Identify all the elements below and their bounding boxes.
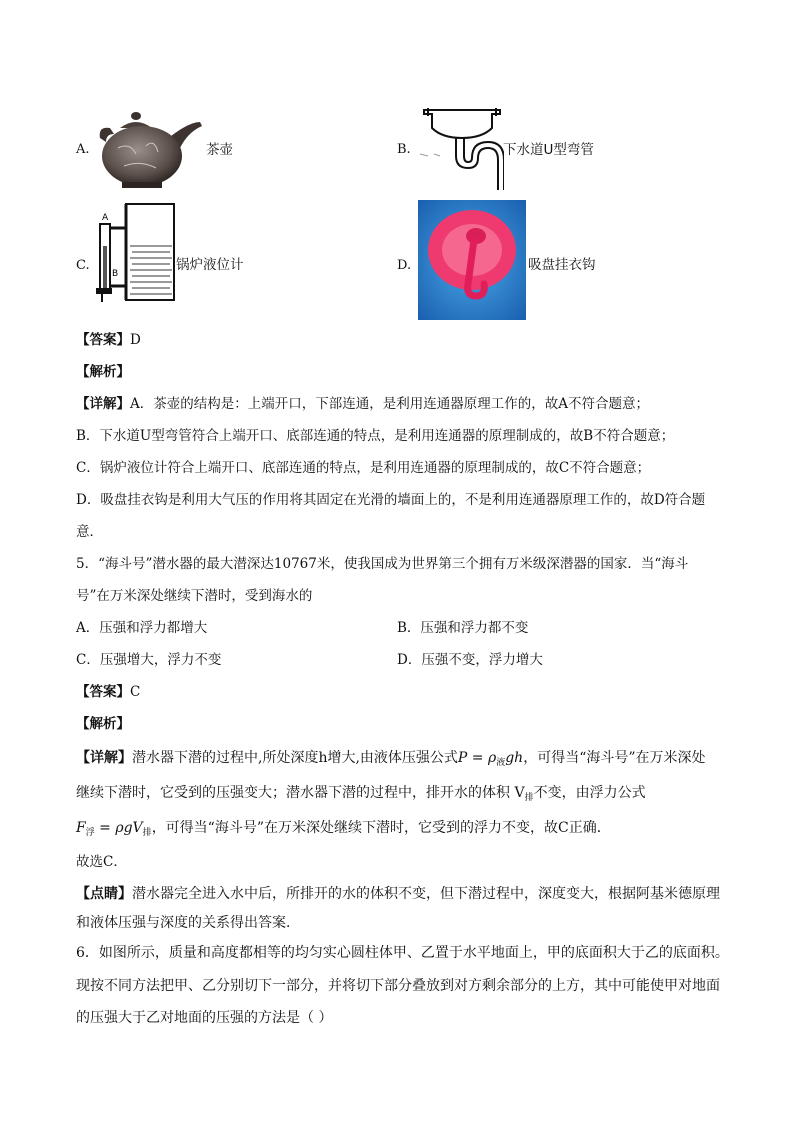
q6-stem-line-2: 现按不同方法把甲、乙分别切下一部分，并将切下部分叠放到对方剩余部分的上方，其中可能使甲对地面 (76, 978, 720, 994)
q5-option-d (397, 651, 543, 669)
q6-stem-line-3: 的压强大于乙对地面的压强的方法是（ ） (76, 1010, 333, 1026)
pressure-formula (458, 750, 523, 766)
comment-tag: 【点睛】 (76, 886, 132, 902)
option-c-caption: 锅炉液位计 (176, 257, 244, 273)
formula-part: = ρgV (94, 820, 143, 836)
option-letter: B． (397, 620, 421, 636)
q5-option-a (76, 619, 207, 637)
q5-analysis-tag (76, 715, 130, 733)
q5-comment-line-2: 和液体压强与深度的关系得出答案． (76, 915, 300, 931)
option-b-caption: 下水道U型弯管 (503, 142, 594, 158)
q5-stem-line-2: 号”在万米深处继续下潜时，受到海水的 (76, 588, 313, 604)
option-letter: D． (397, 652, 422, 668)
detail-text: A．茶壶的结构是：上端开口，下部连通，是利用连通器原理工作的，故A不符合题意； (130, 396, 649, 412)
analysis-tag: 【解析】 (76, 716, 130, 732)
option-a-caption: 茶壶 (206, 142, 233, 158)
teapot-figure (96, 108, 208, 192)
detail-text: ，可得当“海斗号”在万米深处 (523, 750, 706, 766)
option-letter: A． (76, 620, 100, 636)
answer-tag: 【答案】 (76, 332, 130, 348)
option-text: 压强和浮力都不变 (420, 620, 529, 636)
u-pipe-figure (420, 104, 504, 192)
formula-subscript: 液 (496, 758, 506, 768)
comment-text: 潜水器完全进入水中后，所排开的水的体积不变，但下潜过程中，深度变大，根据阿基米德原理 (132, 886, 720, 902)
q5-comment-line-1 (76, 885, 720, 903)
q5-detail-line-3 (76, 819, 611, 842)
detail-text: 潜水器下潜的过程中,所处深度h增大,由液体压强公式 (132, 750, 458, 766)
detail-text: 不变，由浮力公式 (533, 785, 646, 801)
analysis-tag: 【解析】 (76, 364, 130, 380)
volume-subscript: 排 (524, 793, 534, 803)
q4-detail-line-3: C．锅炉液位计符合上端开口、底部连通的特点，是利用连通器的原理制成的，故C不符合题意； (76, 460, 651, 476)
formula-subscript: 排 (142, 828, 152, 838)
q4-detail-line-1 (76, 395, 649, 413)
answer-tag: 【答案】 (76, 684, 130, 700)
q5-stem-line-1: 5．“海斗号”潜水器的最大潜深达10767米，使我国成为世界第三个拥有万米级深潜器的国家．当“海斗 (76, 556, 689, 572)
q4-detail-line-5: 意． (76, 524, 103, 540)
buoyancy-formula (76, 820, 152, 836)
answer-value: D (130, 332, 141, 348)
q5-conclusion: 故选C． (76, 854, 127, 870)
option-letter: C． (76, 652, 100, 668)
q4-detail-line-2: B．下水道U型弯管符合上端开口、底部连通的特点，是利用连通器的原理制成的，故B不符合题意； (76, 428, 675, 444)
option-b-letter: B. (397, 142, 411, 157)
q4-answer (76, 331, 141, 349)
q4-analysis-tag (76, 363, 130, 381)
option-a-letter: A. (76, 142, 90, 157)
detail-tag: 【详解】 (76, 750, 132, 766)
detail-text: 继续下潜时，它受到的压强变大；潜水器下潜的过程中，排开水的体积 V (76, 785, 525, 801)
answer-value: C (130, 684, 141, 700)
q5-answer (76, 683, 140, 701)
option-text: 压强和浮力都增大 (99, 620, 208, 636)
q5-option-c (76, 651, 221, 669)
detail-text: ，可得当“海斗号”在万米深处继续下潜时，它受到的浮力不变，故C正确． (151, 820, 611, 836)
option-c-letter: C. (76, 258, 90, 273)
q5-option-b (397, 619, 528, 637)
formula-part: gh (505, 750, 524, 766)
option-text: 压强不变，浮力增大 (421, 652, 543, 668)
boiler-gauge-figure (92, 200, 176, 304)
suction-hook-figure (418, 200, 526, 320)
formula-part: P = ρ (457, 750, 497, 766)
q4-detail-line-4: D．吸盘挂衣钩是利用大气压的作用将其固定在光滑的墙面上的，不是利用连通器原理工作的，故D符合题 (76, 492, 706, 508)
formula-part: F (76, 820, 86, 836)
option-d-caption: 吸盘挂衣钩 (528, 257, 596, 273)
option-d-letter: D. (397, 258, 412, 273)
detail-tag: 【详解】 (76, 396, 130, 412)
option-text: 压强增大，浮力不变 (99, 652, 222, 668)
q6-stem-line-1: 6．如图所示，质量和高度都相等的均匀实心圆柱体甲、乙置于水平地面上，甲的底面积大于乙的底面积。 (76, 945, 729, 961)
formula-subscript: 浮 (85, 828, 95, 838)
q5-detail-line-1 (76, 749, 706, 772)
q5-detail-line-2 (76, 784, 646, 807)
boiler-mark-a: A (102, 213, 109, 223)
boiler-mark-b: B (112, 269, 119, 279)
